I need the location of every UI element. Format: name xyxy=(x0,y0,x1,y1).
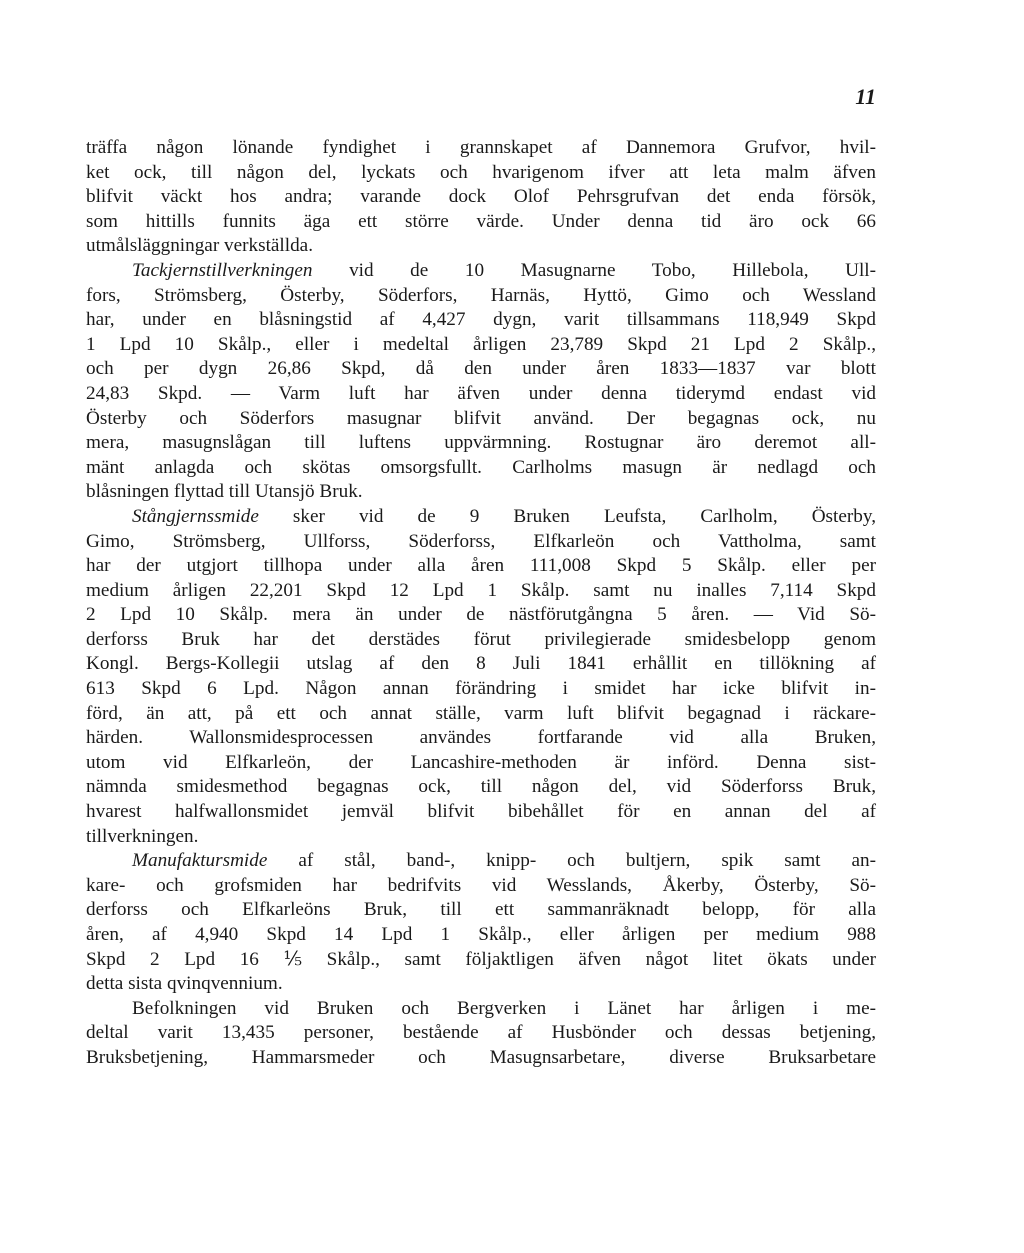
text-line: deltal varit 13,435 personer, bestående af Husbönder och dessas betjening, xyxy=(86,1022,876,1044)
page-number: 11 xyxy=(855,84,876,109)
text-line: Skpd 2 Lpd 16 ⅕ Skålp., samt följaktligen äfven något litet ökats under xyxy=(86,948,876,970)
text-line: Österby och Söderfors masugnar blifvit använd. Der begagnas ock, nu xyxy=(86,407,876,429)
text-line: Gimo, Strömsberg, Ullforss, Söderforss, Elfkarleön och Vattholma, samt xyxy=(86,530,876,552)
paragraph-first-line xyxy=(86,505,876,530)
text-line: medium årligen 22,201 Skpd 12 Lpd 1 Skålp. samt nu inalles 7,114 Skpd xyxy=(86,579,876,601)
text-line: 24,83 Skpd. — Varm luft har äfven under denna tiderymd endast vid xyxy=(86,382,876,404)
italic-heading-word: Manufaktursmide xyxy=(132,850,268,872)
text-fragment: sker vid de 9 Bruken Leufsta, Carlholm, Österby, xyxy=(258,505,876,527)
italic-heading-word: Stångjernssmide xyxy=(132,505,259,527)
text-line: fors, Strömsberg, Österby, Söderfors, Harnäs, Hyttö, Gimo och Wessland xyxy=(86,284,876,306)
text-line: nämnda smidesmethod begagnas ock, till någon del, vid Söderforss Bruk, xyxy=(86,776,876,798)
text-line: mänt anlagda och skötas omsorgsfullt. Carlholms masugn är nedlagd och xyxy=(86,456,876,478)
text-line: detta sista qvinqvennium. xyxy=(86,973,283,995)
text-line: utom vid Elfkarleön, der Lancashire-methoden är införd. Denna sist- xyxy=(86,751,876,773)
text-line: kare- och grofsmiden har bedrifvits vid Wesslands, Åkerby, Österby, Sö- xyxy=(86,874,876,896)
text-line: som hittills funnits äga ett större värde. Under denna tid äro ock 66 xyxy=(86,210,876,232)
text-line: Kongl. Bergs-Kollegii utslag af den 8 Juli 1841 erhållit en tillökning af xyxy=(86,653,876,675)
text-fragment: af stål, band-, knipp- och bultjern, spik samt an- xyxy=(267,850,876,872)
text-line: 2 Lpd 10 Skålp. mera än under de nästförutgångna 5 åren. — Vid Sö- xyxy=(86,604,876,626)
text-line: derforss och Elfkarleöns Bruk, till ett sammanräknadt belopp, för alla xyxy=(86,899,876,921)
text-line: utmålsläggningar verkställda. xyxy=(86,235,313,257)
text-line: förd, än att, på ett och annat ställe, varm luft blifvit begagnad i räckare- xyxy=(86,702,876,724)
text-line: 1 Lpd 10 Skålp., eller i medeltal årligen 23,789 Skpd 21 Lpd 2 Skålp., xyxy=(86,333,876,355)
text-line: derforss Bruk har det derstädes förut privilegierade smidesbelopp genom xyxy=(86,628,876,650)
text-line: åren, af 4,940 Skpd 14 Lpd 1 Skålp., eller årligen per medium 988 xyxy=(86,924,876,945)
paragraph-first-line xyxy=(86,849,876,874)
paragraph-first-line xyxy=(86,259,876,284)
text-line: mera, masugnslågan till luftens uppvärmning. Rostugnar äro deremot all- xyxy=(86,432,876,454)
text-line: Bruksbetjening, Hammarsmeder och Masugnsarbetare, diverse Bruksarbetare xyxy=(86,1046,876,1068)
text-line: 613 Skpd 6 Lpd. Någon annan förändring i smidet har icke blifvit in- xyxy=(86,678,876,700)
text-line: har der utgjort tillhopa under alla åren 111,008 Skpd 5 Skålp. eller per xyxy=(86,555,876,577)
text-line: blifvit väckt hos andra; varande dock Olof Pehrsgrufvan det enda försök, xyxy=(86,186,876,208)
text-line: har, under en blåsningstid af 4,427 dygn, varit tillsammans 118,949 Skpd xyxy=(86,309,876,331)
text-line: träffa någon lönande fyndighet i grannskapet af Dannemora Grufvor, hvil- xyxy=(86,137,876,158)
text-line: Befolkningen vid Bruken och Bergverken i Länet har årligen i me- xyxy=(132,997,876,1019)
text-line: och per dygn 26,86 Skpd, då den under åren 1833—1837 var blott xyxy=(86,358,876,380)
body-text xyxy=(86,136,876,1071)
text-line: hvarest halfwallonsmidet jemväl blifvit bibehållet för en annan del af xyxy=(86,801,876,823)
text-line: blåsningen flyttad till Utansjö Bruk. xyxy=(86,481,363,503)
text-line: härden. Wallonsmidesprocessen användes fortfarande vid alla Bruken, xyxy=(86,727,876,749)
text-line: ket ock, till någon del, lyckats och hvarigenom ifver att leta malm äfven xyxy=(86,161,876,183)
italic-heading-word: Tackjernstillverkningen xyxy=(132,259,313,281)
text-fragment: vid de 10 Masugnarne Tobo, Hillebola, Ull- xyxy=(312,259,876,281)
text-line: tillverkningen. xyxy=(86,825,199,847)
